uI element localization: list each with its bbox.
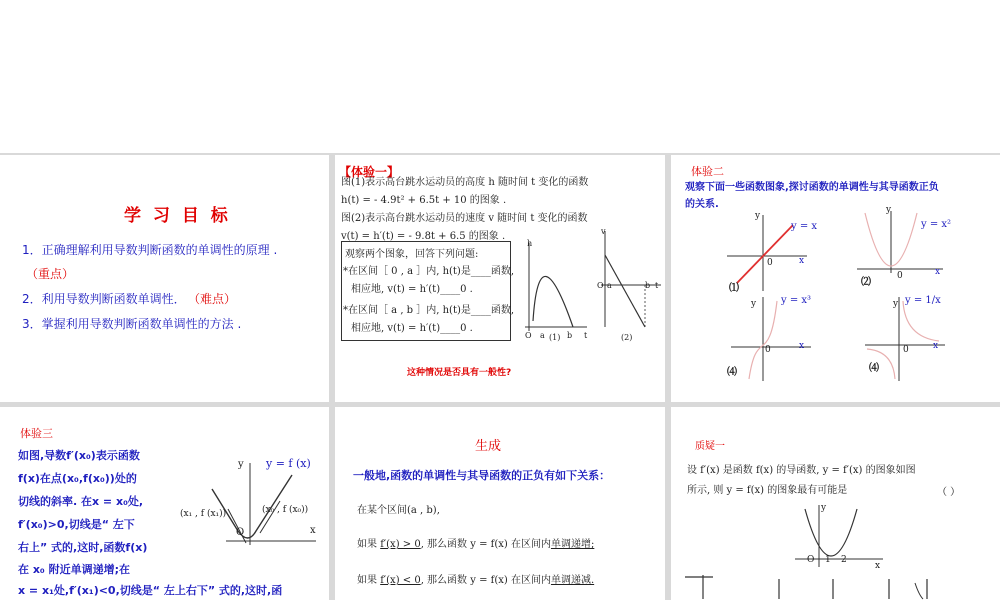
slide4-line-1: 如图,导数f′(x₀)表示函数: [18, 449, 140, 462]
slide6-answer-paren: （ ）: [937, 487, 961, 498]
slide5-line-3-pre: 如果: [357, 575, 381, 586]
slide4-g-x: x: [310, 525, 316, 536]
slide6-line-2: 所示, 则 y = f(x) 的图象最有可能是: [687, 485, 848, 496]
slide2-tag: 【体验一】: [339, 165, 400, 179]
slide-thumbnail-6[interactable]: [671, 407, 1000, 600]
slide3-g3-x: x: [799, 341, 805, 351]
slide6-tag: 质疑一: [695, 441, 725, 452]
slide2-line-2: h(t) = - 4.9t² + 6.5t + 10 的图象 .: [341, 195, 507, 206]
slide4-tag: 体验三: [20, 427, 53, 440]
slide2-line-4: v(t) = h′(t) = - 9.8t + 6.5 的图象 .: [341, 231, 506, 242]
slide3-desc-1: 观察下面一些函数图象,探讨函数的单调性与其导函数正负: [685, 182, 939, 193]
slide2-box-line-2: *在区间［ 0 , a ］内, h(t)是____函数,: [343, 266, 515, 277]
slide5-line-1: 在某个区间(a , b),: [357, 505, 440, 516]
slide2-box-line-5: 相应地, v(t) = h′(t)____0 .: [351, 323, 473, 334]
slide2-box-line-4: *在区间［ a , b ］内, h(t)是____函数,: [343, 305, 515, 316]
slide2-g2-a: a: [607, 281, 612, 290]
slide-thumbnail-3[interactable]: [671, 155, 1000, 402]
slide4-g-p1: (x₁ , f (x₁)): [180, 509, 227, 519]
slide2-g2-caption: (2): [621, 333, 633, 342]
slide3-g1-num: ⑴: [729, 283, 739, 294]
slide3-g3-o: 0: [765, 345, 771, 355]
slide5-line-3-end: 单调递减.: [550, 575, 595, 586]
slide3-g4-num: ⑷: [869, 363, 879, 374]
slide-thumbnail-4[interactable]: [0, 407, 329, 600]
slide2-g1-h: h: [527, 239, 533, 248]
slide3-g4-label: y = 1/x: [905, 295, 941, 306]
slide2-g2-t: t: [655, 281, 659, 290]
slide5-line-2-post: , 那么函数 y = f(x) 在区间内: [420, 539, 551, 550]
slide-thumbnail-5[interactable]: [335, 407, 665, 600]
slide2-box-line-1: 观察两个图象，回答下列问题:: [345, 249, 479, 260]
slide4-line-3: 切线的斜率. 在x = x₀处,: [18, 495, 144, 508]
slide4-line-2: f(x)在点(x₀,f(x₀))处的: [18, 472, 137, 485]
slide6-g-1: 1: [825, 555, 831, 565]
slide4-g-o: O: [236, 527, 245, 538]
slide2-g1-o: O: [525, 331, 532, 340]
slide1-item-3: 3．掌握利用导数判断函数单调性的方法 .: [22, 317, 242, 331]
slide1-item-2: 2．利用导数判断函数单调性．: [22, 292, 186, 306]
slide2-g2-v: v: [601, 227, 606, 236]
slide6-g-2: 2: [841, 555, 847, 565]
slide2-g1-t: t: [584, 331, 588, 340]
slide6-line-1: 设 f′(x) 是函数 f(x) 的导函数, y = f′(x) 的图象如图: [687, 465, 916, 476]
slide5-line-3-post: , 那么函数 y = f(x) 在区间内: [420, 575, 551, 586]
slide3-graph-3: [731, 295, 811, 381]
slide3-g1-label: y = x: [791, 221, 818, 232]
slide5-line-2: [357, 535, 594, 550]
slide1-title: 学 习 目 标: [124, 206, 231, 226]
slide3-g2-x: x: [935, 267, 941, 277]
slide1-item-1: 1．正确理解利用导数判断函数的单调性的原理 .: [22, 243, 278, 257]
slide2-g2-o: O: [597, 281, 604, 290]
slide3-g1-o: 0: [767, 258, 773, 268]
slide3-g4-o: 0: [903, 345, 909, 355]
slide4-g-p0: (x₀ , f (x₀)): [262, 505, 309, 515]
slide5-line-3-cond: f′(x) < 0: [380, 575, 421, 586]
slide3-g1-x: x: [799, 256, 805, 266]
slide6-g-x: x: [875, 561, 881, 571]
slide1-item-2-tag: （难点）: [188, 292, 237, 306]
slide2-line-1: 图(1)表示高台跳水运动员的高度 h 随时间 t 变化的函数: [341, 177, 589, 188]
slide6-g-o: O: [807, 555, 815, 565]
slide5-subtitle: 一般地,函数的单调性与其导函数的正负有如下关系：: [353, 469, 611, 482]
slide3-g1-y: y: [755, 211, 761, 221]
slide6-answer-graphs-partial: [683, 573, 983, 599]
slide3-g3-y: y: [751, 299, 757, 309]
slide-thumbnail-1[interactable]: [0, 155, 329, 402]
slide3-g2-num: ⑵: [861, 277, 871, 288]
slide2-line-3: 图(2)表示高台跳水运动员的速度 v 随时间 t 变化的函数: [341, 213, 588, 224]
slide5-line-2-end: 单调递增;: [550, 539, 595, 550]
slide3-g2-o: 0: [897, 271, 903, 281]
slide5-line-2-pre: 如果: [357, 539, 381, 550]
slide3-g4-y: y: [893, 299, 899, 309]
slide3-g2-label: y = x²: [921, 219, 952, 230]
slide3-g3-num: ⑷: [727, 367, 737, 378]
slide5-line-3: [357, 571, 594, 586]
slide3-tag: 体验二: [691, 165, 724, 178]
slide3-g2-y: y: [886, 205, 892, 215]
slide-thumbnail-2[interactable]: [335, 155, 665, 402]
slide6-g-y: y: [821, 503, 827, 513]
slide4-line-5: 右上” 式的,这时,函数f(x): [18, 541, 148, 554]
slide5-title: 生成: [475, 439, 502, 454]
slide2-question: 这种情况是否具有一般性?: [407, 368, 512, 378]
top-blank-area: [0, 0, 1000, 153]
slide2-g1-caption: (1): [549, 333, 561, 342]
slide5-line-2-cond: f′(x) > 0: [380, 539, 421, 550]
slide2-g1-b: b: [567, 331, 573, 340]
slide3-g3-label: y = x³: [781, 295, 812, 306]
slide1-item-1-tag: （重点）: [26, 267, 75, 281]
slide4-g-y: y: [238, 459, 244, 470]
slide4-g-fx: y = f (x): [266, 457, 311, 470]
slide3-g4-x: x: [933, 341, 939, 351]
slide2-g2-b: b: [645, 281, 651, 290]
slide2-g1-a: a: [540, 331, 545, 340]
slide4-line-6: 在 x₀ 附近单调递增;在: [18, 563, 130, 576]
slide4-line-7: x = x₁处,f′(x₁)<0,切线是“ 左上右下” 式的,这时,函: [18, 584, 283, 597]
slide3-desc-2: 的关系.: [685, 199, 719, 210]
slide2-graph-1: [517, 239, 589, 334]
slide2-box-line-3: 相应地, v(t) = h′(t)____0 .: [351, 284, 473, 295]
slide4-line-4: f′(x₀)>0,切线是“ 左下: [18, 518, 135, 531]
